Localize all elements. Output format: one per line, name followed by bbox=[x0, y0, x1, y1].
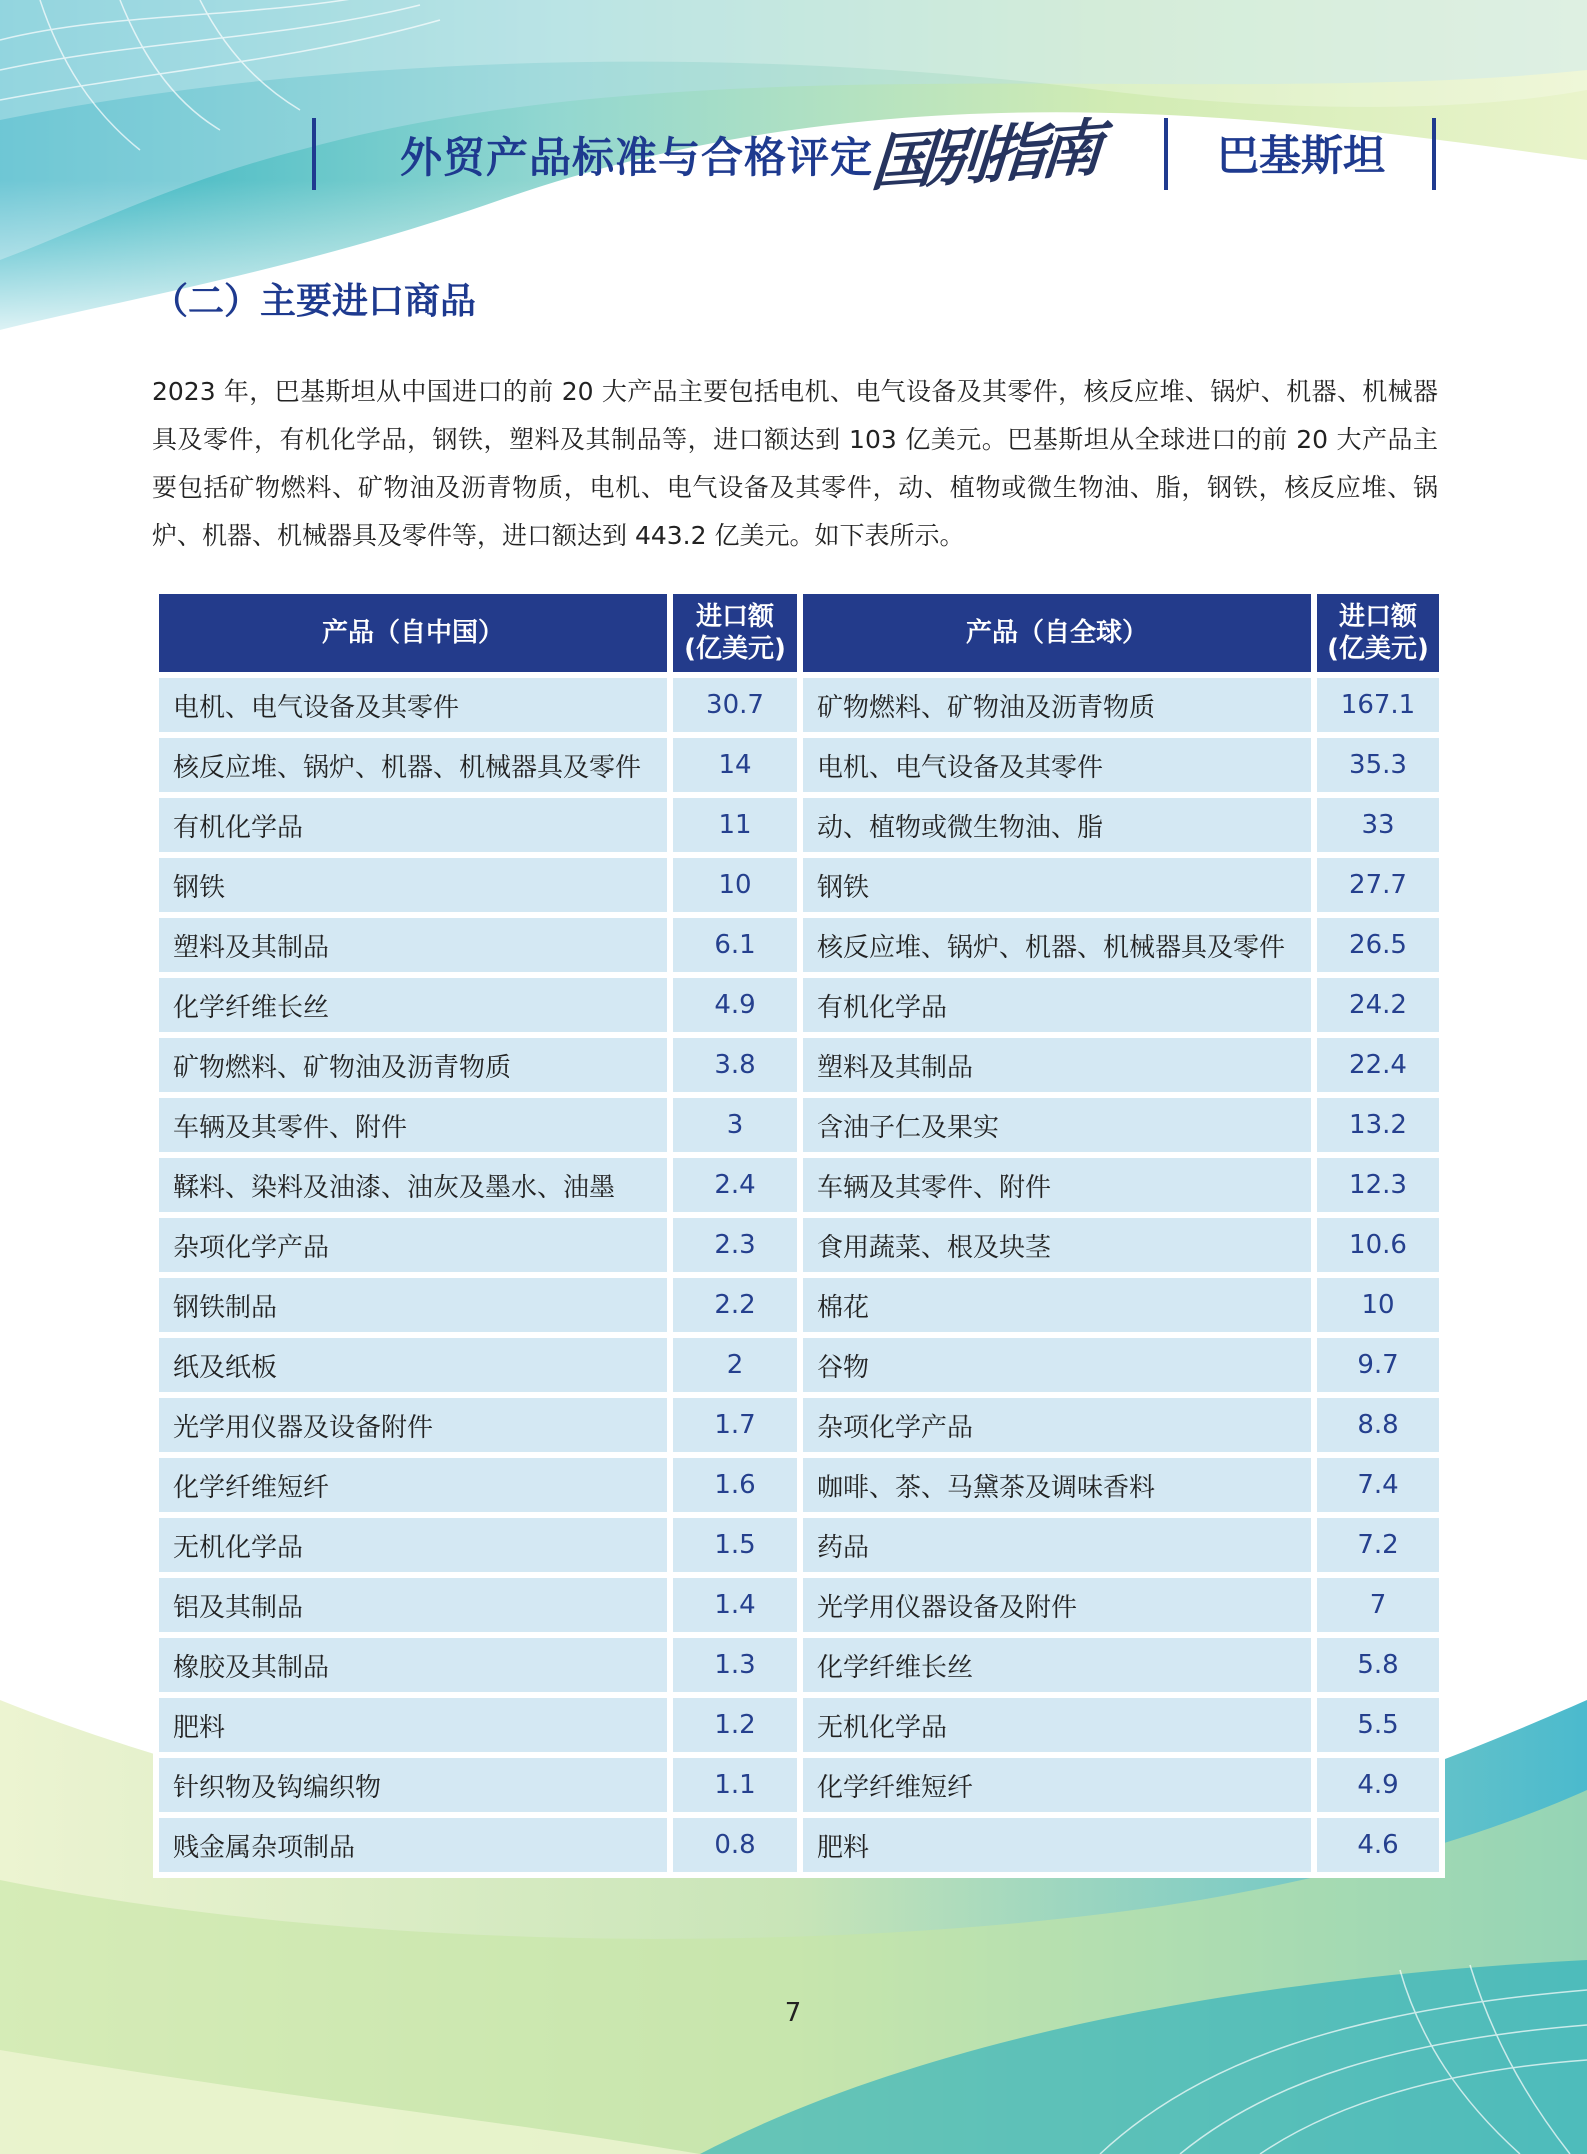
world-product-cell: 矿物燃料、矿物油及沥青物质 bbox=[803, 678, 1311, 732]
table-row bbox=[159, 1098, 1439, 1152]
china-amount-cell: 1.2 bbox=[673, 1698, 797, 1752]
world-product-cell: 动、植物或微生物油、脂 bbox=[803, 798, 1311, 852]
world-amount-cell: 10.6 bbox=[1317, 1218, 1439, 1272]
table-row bbox=[159, 1338, 1439, 1392]
world-amount-cell: 7 bbox=[1317, 1578, 1439, 1632]
header-amount-china-line1: 进口额 bbox=[695, 602, 774, 632]
china-product-cell: 肥料 bbox=[159, 1698, 667, 1752]
china-product-cell: 无机化学品 bbox=[159, 1518, 667, 1572]
header-amount-world bbox=[1317, 594, 1439, 672]
china-product-cell: 化学纤维长丝 bbox=[159, 978, 667, 1032]
china-product-cell: 光学用仪器及设备附件 bbox=[159, 1398, 667, 1452]
world-amount-cell: 24.2 bbox=[1317, 978, 1439, 1032]
world-product-cell: 核反应堆、锅炉、机器、机械器具及零件 bbox=[803, 918, 1311, 972]
header-product-world: 产品（自全球） bbox=[803, 594, 1311, 672]
world-product-cell: 无机化学品 bbox=[803, 1698, 1311, 1752]
china-product-cell: 有机化学品 bbox=[159, 798, 667, 852]
header-amount-china-line2: (亿美元) bbox=[684, 634, 786, 664]
header-script-title: 国别指南 bbox=[868, 111, 1100, 200]
world-product-cell: 棉花 bbox=[803, 1278, 1311, 1332]
china-amount-cell: 1.5 bbox=[673, 1518, 797, 1572]
header-title: 外贸产品标准与合格评定 bbox=[400, 133, 874, 182]
world-product-cell: 咖啡、茶、马黛茶及调味香料 bbox=[803, 1458, 1311, 1512]
world-amount-cell: 5.5 bbox=[1317, 1698, 1439, 1752]
china-amount-cell: 30.7 bbox=[673, 678, 797, 732]
china-amount-cell: 3.8 bbox=[673, 1038, 797, 1092]
header-product-china: 产品（自中国） bbox=[159, 594, 667, 672]
china-product-cell: 纸及纸板 bbox=[159, 1338, 667, 1392]
china-amount-cell: 4.9 bbox=[673, 978, 797, 1032]
intro-paragraph: 2023 年，巴基斯坦从中国进口的前 20 大产品主要包括电机、电气设备及其零件，核反应堆、锅炉、机器、机械器具及零件，有机化学品，钢铁，塑料及其制品等，进口额达到 103 亿美元。巴基斯坦从全球进口的前 20 大产品主要包括矿物燃料、矿物油及沥青物质，电机、电气设备及其零件，动、植物或微生物油、脂，钢铁，核反应堆、锅炉、机器、机械器具及零件等，进口额达到 443.2 亿美元。如下表所示。 bbox=[152, 377, 1438, 550]
china-amount-cell: 3 bbox=[673, 1098, 797, 1152]
table-row bbox=[159, 1278, 1439, 1332]
table-row bbox=[159, 1038, 1439, 1092]
world-amount-cell: 167.1 bbox=[1317, 678, 1439, 732]
table-row bbox=[159, 1218, 1439, 1272]
table-row bbox=[159, 678, 1439, 732]
world-amount-cell: 5.8 bbox=[1317, 1638, 1439, 1692]
china-product-cell: 针织物及钩编织物 bbox=[159, 1758, 667, 1812]
world-amount-cell: 7.2 bbox=[1317, 1518, 1439, 1572]
table-row bbox=[159, 1158, 1439, 1212]
china-amount-cell: 2.4 bbox=[673, 1158, 797, 1212]
world-product-cell: 电机、电气设备及其零件 bbox=[803, 738, 1311, 792]
world-amount-cell: 35.3 bbox=[1317, 738, 1439, 792]
world-product-cell: 药品 bbox=[803, 1518, 1311, 1572]
china-product-cell: 化学纤维短纤 bbox=[159, 1458, 667, 1512]
china-product-cell: 铝及其制品 bbox=[159, 1578, 667, 1632]
section-heading: （二）主要进口商品 bbox=[152, 281, 477, 322]
world-product-cell: 化学纤维长丝 bbox=[803, 1638, 1311, 1692]
table-row bbox=[159, 738, 1439, 792]
china-amount-cell: 1.7 bbox=[673, 1398, 797, 1452]
china-product-cell: 杂项化学产品 bbox=[159, 1218, 667, 1272]
china-amount-cell: 2.3 bbox=[673, 1218, 797, 1272]
page-number: 7 bbox=[784, 1998, 802, 2028]
header-amount-world-line1: 进口额 bbox=[1338, 602, 1417, 632]
world-amount-cell: 8.8 bbox=[1317, 1398, 1439, 1452]
china-product-cell: 钢铁 bbox=[159, 858, 667, 912]
world-product-cell: 含油子仁及果实 bbox=[803, 1098, 1311, 1152]
china-product-cell: 电机、电气设备及其零件 bbox=[159, 678, 667, 732]
world-product-cell: 车辆及其零件、附件 bbox=[803, 1158, 1311, 1212]
header-amount-china bbox=[673, 594, 797, 672]
world-product-cell: 钢铁 bbox=[803, 858, 1311, 912]
table-row bbox=[159, 1758, 1439, 1812]
china-amount-cell: 10 bbox=[673, 858, 797, 912]
world-product-cell: 有机化学品 bbox=[803, 978, 1311, 1032]
world-product-cell: 杂项化学产品 bbox=[803, 1398, 1311, 1452]
china-product-cell: 钢铁制品 bbox=[159, 1278, 667, 1332]
world-product-cell: 化学纤维短纤 bbox=[803, 1758, 1311, 1812]
table-row bbox=[159, 918, 1439, 972]
table-row bbox=[159, 1458, 1439, 1512]
china-amount-cell: 11 bbox=[673, 798, 797, 852]
china-product-cell: 车辆及其零件、附件 bbox=[159, 1098, 667, 1152]
world-amount-cell: 4.9 bbox=[1317, 1758, 1439, 1812]
world-product-cell: 肥料 bbox=[803, 1818, 1311, 1872]
header-country: 巴基斯坦 bbox=[1216, 131, 1385, 180]
table-row bbox=[159, 978, 1439, 1032]
china-product-cell: 矿物燃料、矿物油及沥青物质 bbox=[159, 1038, 667, 1092]
table-row bbox=[159, 1398, 1439, 1452]
china-product-cell: 橡胶及其制品 bbox=[159, 1638, 667, 1692]
china-amount-cell: 2.2 bbox=[673, 1278, 797, 1332]
world-amount-cell: 7.4 bbox=[1317, 1458, 1439, 1512]
world-amount-cell: 26.5 bbox=[1317, 918, 1439, 972]
china-amount-cell: 1.6 bbox=[673, 1458, 797, 1512]
table-row bbox=[159, 1578, 1439, 1632]
china-amount-cell: 14 bbox=[673, 738, 797, 792]
table-header-row bbox=[159, 594, 1439, 672]
world-amount-cell: 33 bbox=[1317, 798, 1439, 852]
table-row bbox=[159, 798, 1439, 852]
table-row bbox=[159, 1698, 1439, 1752]
table-row bbox=[159, 1518, 1439, 1572]
world-amount-cell: 27.7 bbox=[1317, 858, 1439, 912]
china-amount-cell: 1.3 bbox=[673, 1638, 797, 1692]
world-amount-cell: 9.7 bbox=[1317, 1338, 1439, 1392]
world-amount-cell: 13.2 bbox=[1317, 1098, 1439, 1152]
world-amount-cell: 12.3 bbox=[1317, 1158, 1439, 1212]
china-amount-cell: 1.4 bbox=[673, 1578, 797, 1632]
world-product-cell: 塑料及其制品 bbox=[803, 1038, 1311, 1092]
china-amount-cell: 1.1 bbox=[673, 1758, 797, 1812]
world-amount-cell: 22.4 bbox=[1317, 1038, 1439, 1092]
world-amount-cell: 10 bbox=[1317, 1278, 1439, 1332]
china-amount-cell: 6.1 bbox=[673, 918, 797, 972]
table-row bbox=[159, 1638, 1439, 1692]
world-product-cell: 光学用仪器设备及附件 bbox=[803, 1578, 1311, 1632]
china-product-cell: 塑料及其制品 bbox=[159, 918, 667, 972]
china-product-cell: 贱金属杂项制品 bbox=[159, 1818, 667, 1872]
table-row bbox=[159, 1818, 1439, 1872]
import-table bbox=[153, 588, 1445, 1878]
china-amount-cell: 2 bbox=[673, 1338, 797, 1392]
header-divider-left bbox=[312, 118, 316, 190]
world-product-cell: 谷物 bbox=[803, 1338, 1311, 1392]
world-product-cell: 食用蔬菜、根及块茎 bbox=[803, 1218, 1311, 1272]
table-body bbox=[159, 678, 1439, 1872]
china-product-cell: 鞣料、染料及油漆、油灰及墨水、油墨 bbox=[159, 1158, 667, 1212]
world-amount-cell: 4.6 bbox=[1317, 1818, 1439, 1872]
table-row bbox=[159, 858, 1439, 912]
header-amount-world-line2: (亿美元) bbox=[1327, 634, 1429, 664]
china-product-cell: 核反应堆、锅炉、机器、机械器具及零件 bbox=[159, 738, 667, 792]
china-amount-cell: 0.8 bbox=[673, 1818, 797, 1872]
